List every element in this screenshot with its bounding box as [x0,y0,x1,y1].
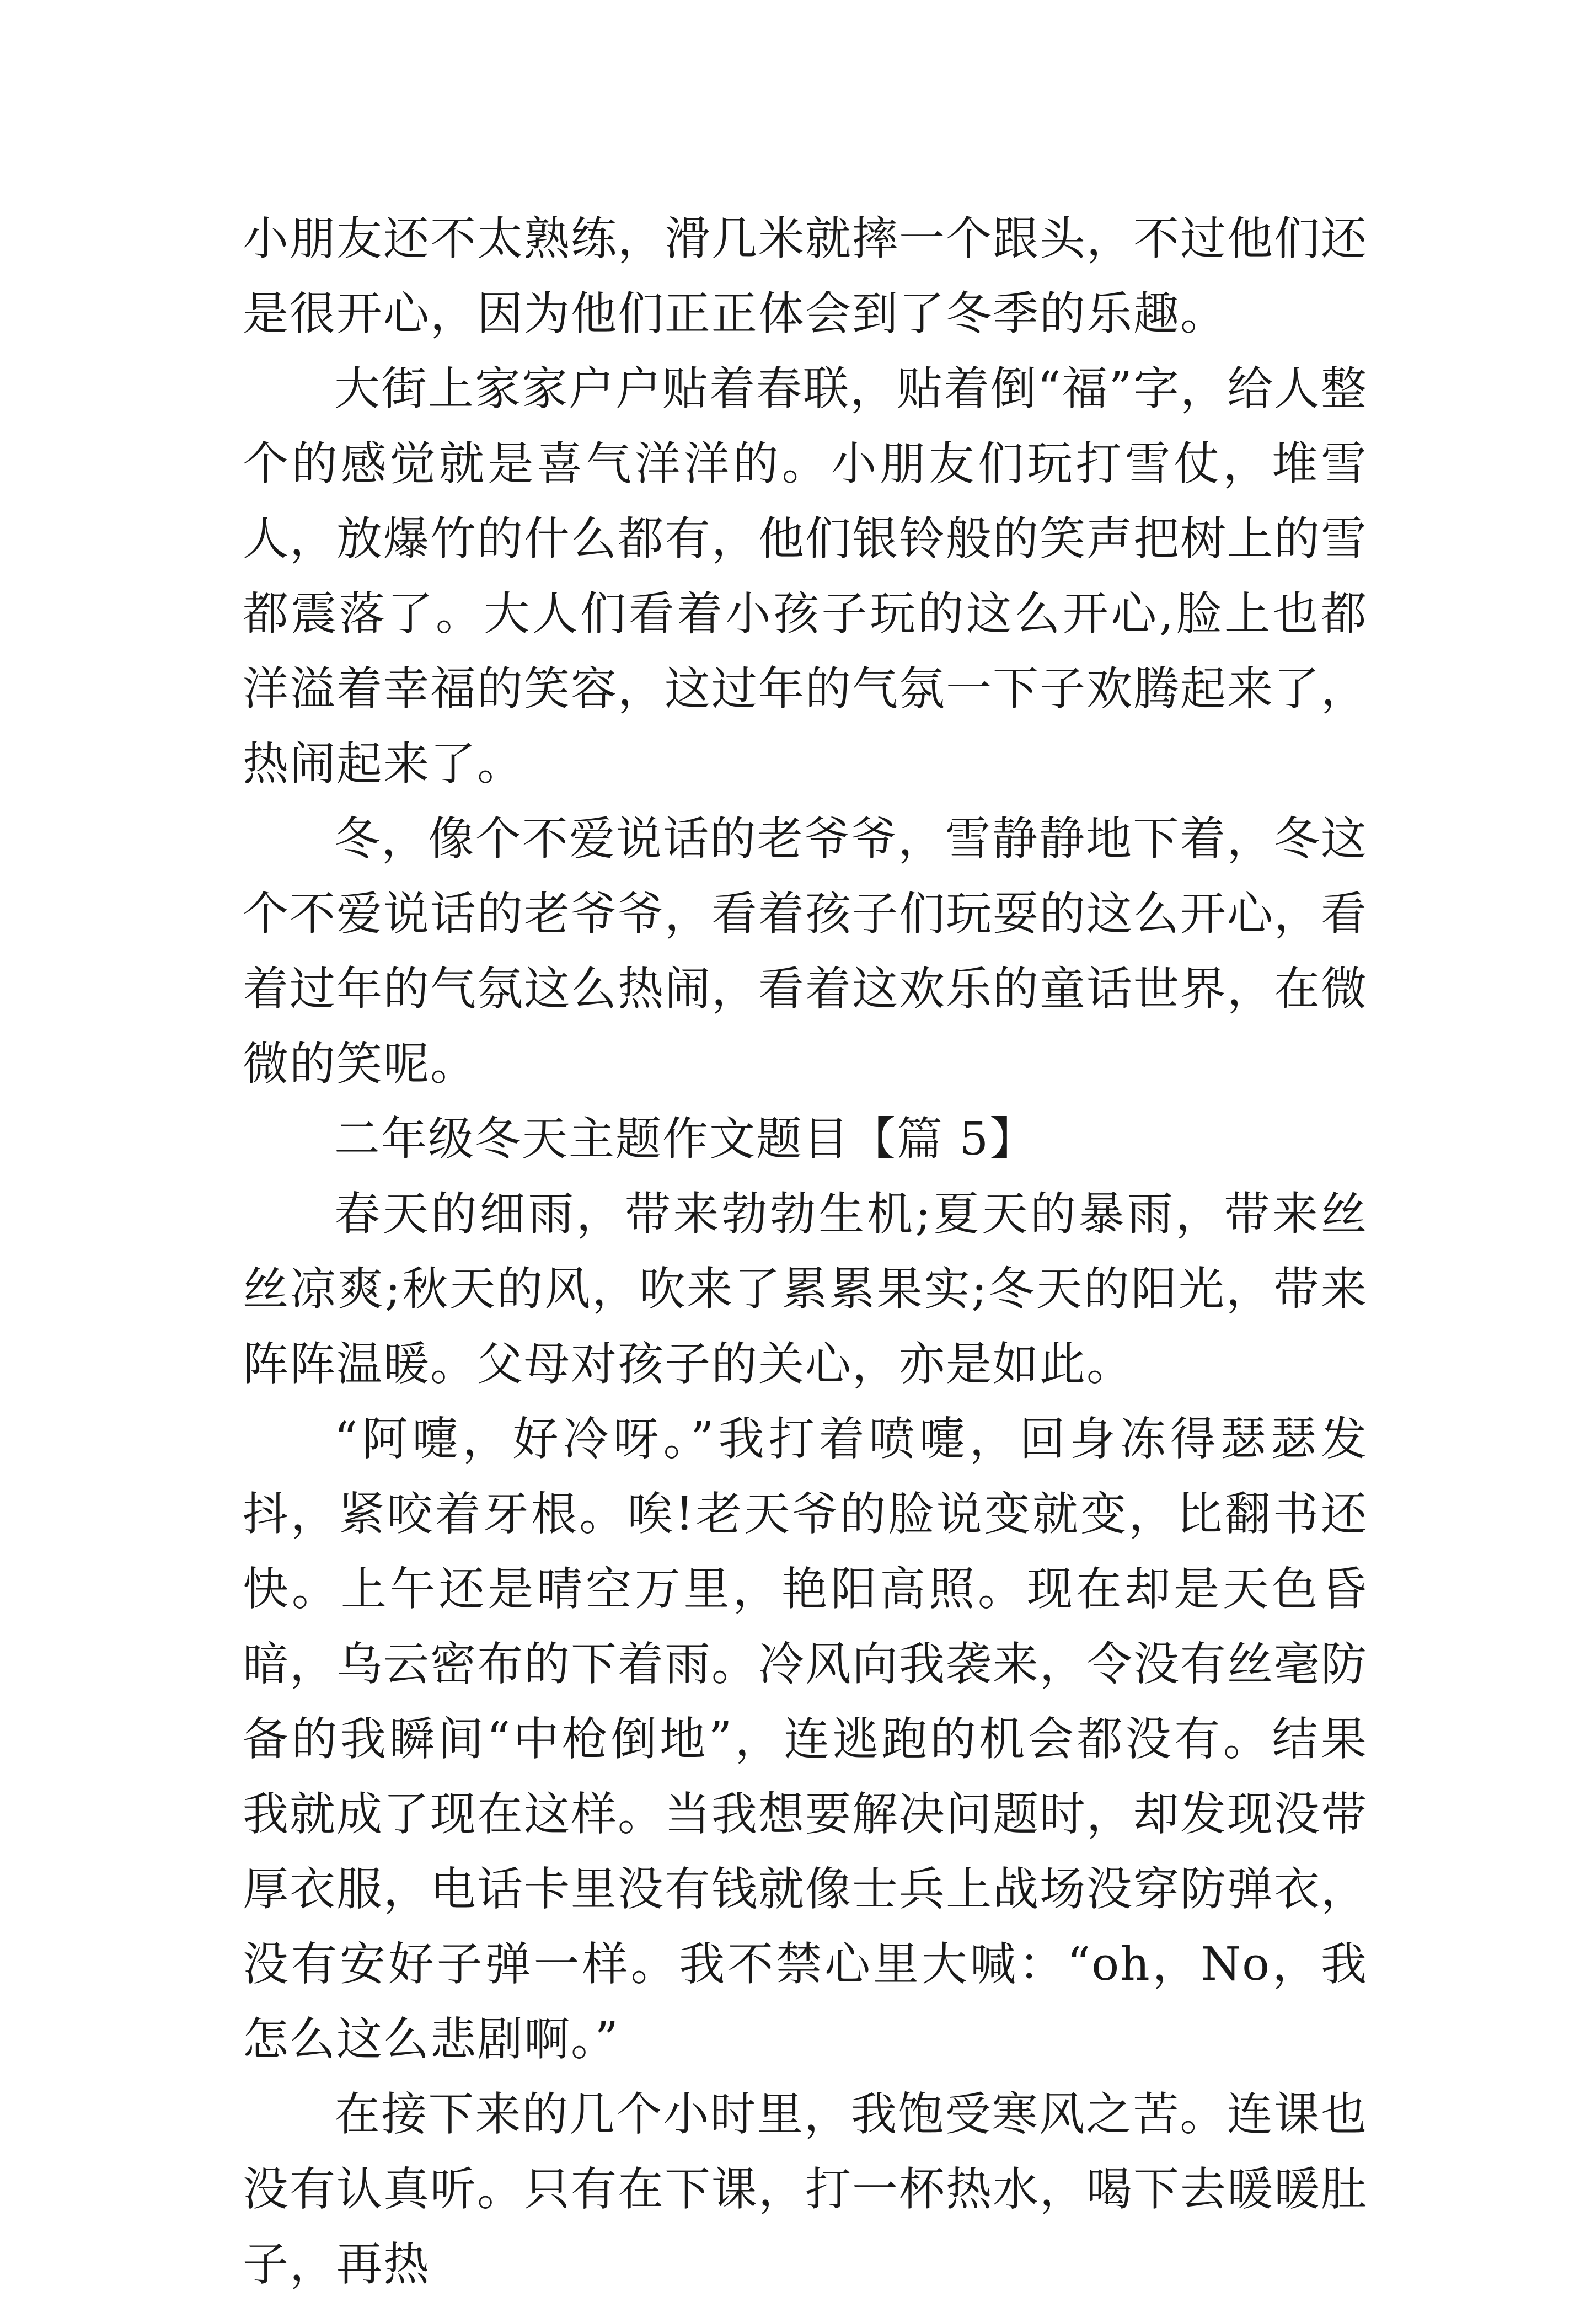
paragraph-continued: 小朋友还不太熟练，滑几米就摔一个跟头，不过他们还是很开心，因为他们正正体会到了冬季的乐趣。 [243,212,1368,340]
paragraph-sneeze: “阿嚏，好冷呀。”我打着喷嚏，回身冻得瑟瑟发抖，紧咬着牙根。唉!老天爷的脸说变就变，比翻书还快。上午还是晴空万里，艳阳高照。现在却是天色昏暗，乌云密布的下着雨。冷风向我袭来，令没有丝毫防备的我瞬间“中枪倒地”，连逃跑的机会都没有。结果我就成了现在这样。当我想要解决问题时，却发现没带厚衣服，电话卡里没有钱就像士兵上战场没穿防弹衣，没有安好子弹一样。我不禁心里大喊：“oh，No，我怎么这么悲剧啊。” [243,1412,1368,2066]
paragraph-cold-wind: 在接下来的几个小时里，我饱受寒风之苦。连课也没有认真听。只有在下课，打一杯热水，喝下去暖暖肚子，再热 [243,2087,1368,2291]
paragraph-winter-grandpa: 冬，像个不爱说话的老爷爷，雪静静地下着，冬这个不爱说话的老爷爷，看着孩子们玩耍的这么开心，看着过年的气氛这么热闹，看着这欢乐的童话世界，在微微的笑呢。 [243,812,1368,1091]
section-heading: 二年级冬天主题作文题目【篇 5】 [334,1112,1037,1166]
document-body [243,201,1368,2302]
paragraph-seasons: 春天的细雨，带来勃勃生机;夏天的暴雨，带来丝丝凉爽;秋天的风，吹来了累累果实;冬天的阳光，带来阵阵温暖。父母对孩子的关心，亦是如此。 [243,1187,1368,1391]
paragraph-new-year-street: 大街上家家户户贴着春联，贴着倒“福”字，给人整个的感觉就是喜气洋洋的。小朋友们玩打雪仗，堆雪人，放爆竹的什么都有，他们银铃般的笑声把树上的雪都震落了。大人们看着小孩子玩的这么开心,脸上也都洋溢着幸福的笑容，这过年的气氛一下子欢腾起来了，热闹起来了。 [243,362,1368,791]
